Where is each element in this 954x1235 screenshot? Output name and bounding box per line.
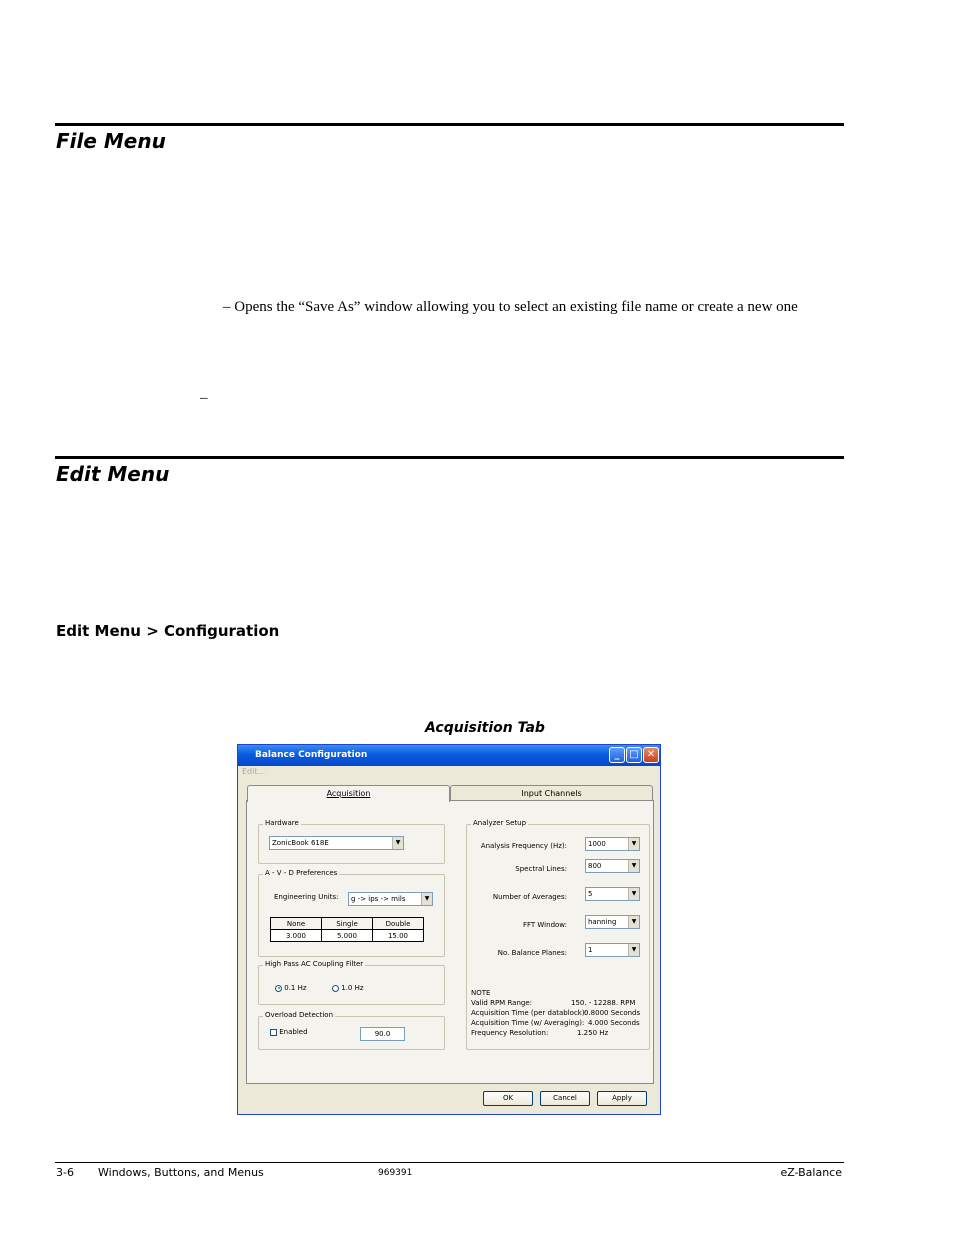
dialog-title: Balance Configuration xyxy=(255,750,368,760)
high-pass-filter-group xyxy=(258,960,445,1005)
hardware-select-value: ZonicBook 618E xyxy=(272,839,329,847)
analysis-frequency-label: Analysis Frequency (Hz): xyxy=(480,842,567,850)
spectral-lines-label: Spectral Lines: xyxy=(515,865,567,873)
hardware-group xyxy=(258,819,445,864)
balance-planes-label: No. Balance Planes: xyxy=(497,949,567,957)
ok-button[interactable]: OK xyxy=(483,1091,533,1106)
footer-doc-number: 969391 xyxy=(378,1168,413,1178)
note-acq-avg-value: 4.000 Seconds xyxy=(588,1019,640,1027)
section-rule-file xyxy=(55,123,844,126)
radio-1-0hz-label: 1.0 Hz xyxy=(341,984,364,992)
fft-window-select[interactable] xyxy=(585,915,640,929)
tab-input-channels-label: Input Channels xyxy=(521,789,582,798)
dash-text: – xyxy=(200,390,208,406)
balance-planes-value: 1 xyxy=(588,946,593,954)
close-button[interactable]: ✕ xyxy=(643,747,659,763)
figure-caption: Acquisition Tab xyxy=(425,720,545,736)
footer-rule xyxy=(55,1162,844,1163)
avd-value-single[interactable]: 5.000 xyxy=(322,930,373,942)
radio-unselected-icon xyxy=(332,985,339,992)
acquisition-panel xyxy=(246,800,654,1084)
avd-header-none: None xyxy=(271,918,322,930)
chevron-down-icon: ▼ xyxy=(628,838,639,850)
analysis-frequency-value: 1000 xyxy=(588,840,606,848)
save-as-description: – Opens the “Save As” window allowing you to select an existing file name or create a new one xyxy=(223,299,798,315)
note-acq-time-value: 0.8000 Seconds xyxy=(584,1009,641,1017)
number-of-averages-label: Number of Averages: xyxy=(492,893,567,901)
fft-window-label: FFT Window: xyxy=(522,921,567,929)
note-rpm-label: Valid RPM Range: xyxy=(471,999,532,1007)
number-of-averages-select[interactable] xyxy=(585,887,640,901)
configuration-subheading: Edit Menu > Configuration xyxy=(56,622,280,640)
chevron-down-icon: ▼ xyxy=(421,893,432,905)
engineering-units-value: g -> ips -> mils xyxy=(351,895,406,903)
tab-acquisition-label: Acquisition xyxy=(326,789,371,798)
chevron-down-icon: ▼ xyxy=(628,944,639,956)
engineering-units-select[interactable] xyxy=(348,892,433,906)
avd-header-single: Single xyxy=(322,918,373,930)
note-freq-res-label: Frequency Resolution: xyxy=(471,1029,549,1037)
checkbox-icon xyxy=(270,1029,277,1036)
radio-selected-icon xyxy=(275,985,282,992)
spectral-lines-select[interactable] xyxy=(585,859,640,873)
analyzer-setup-group xyxy=(466,819,650,1050)
note-freq-res-value: 1.250 Hz xyxy=(577,1029,609,1037)
dialog-titlebar[interactable] xyxy=(238,745,660,766)
hardware-group-title: Hardware xyxy=(265,819,299,827)
avd-value-none[interactable]: 3.000 xyxy=(271,930,322,942)
minimize-button[interactable]: _ xyxy=(609,747,625,763)
overload-threshold-input[interactable]: 90.0 xyxy=(360,1027,405,1041)
fft-window-value: hanning xyxy=(588,918,617,926)
file-menu-heading: File Menu xyxy=(56,129,166,153)
section-rule-edit xyxy=(55,456,844,459)
footer-chapter: Windows, Buttons, and Menus xyxy=(98,1166,264,1179)
note-rpm-value: 150. - 12288. RPM xyxy=(571,999,636,1007)
hardware-select[interactable] xyxy=(269,836,404,850)
analysis-frequency-select[interactable] xyxy=(585,837,640,851)
overload-enabled-label: Enabled xyxy=(279,1028,308,1036)
overload-detection-title: Overload Detection xyxy=(265,1011,334,1019)
chevron-down-icon: ▼ xyxy=(628,860,639,872)
footer-product: eZ-Balance xyxy=(780,1166,842,1179)
cancel-button[interactable]: Cancel xyxy=(540,1091,590,1106)
spectral-lines-value: 800 xyxy=(588,862,602,870)
footer-page-number: 3-6 xyxy=(56,1166,74,1179)
high-pass-filter-title: High Pass AC Coupling Filter xyxy=(265,960,364,968)
note-acq-avg-label: Acquisition Time (w/ Averaging): xyxy=(471,1019,585,1027)
radio-0-1hz[interactable] xyxy=(275,984,307,992)
overload-detection-group xyxy=(258,1011,445,1050)
menu-edit[interactable]: Edit... xyxy=(242,767,266,776)
number-of-averages-value: 5 xyxy=(588,890,593,898)
balance-configuration-dialog xyxy=(237,744,661,1115)
chevron-down-icon: ▼ xyxy=(628,916,639,928)
avd-group-title: A - V - D Preferences xyxy=(265,869,338,877)
note-title: NOTE xyxy=(471,989,491,997)
tab-acquisition[interactable] xyxy=(247,785,450,802)
radio-0-1hz-label: 0.1 Hz xyxy=(284,984,307,992)
radio-1-0hz[interactable] xyxy=(332,984,364,992)
avd-preferences-group xyxy=(258,869,445,957)
edit-menu-heading: Edit Menu xyxy=(56,462,170,486)
tab-input-channels[interactable] xyxy=(450,785,653,801)
avd-grid xyxy=(270,917,424,942)
balance-planes-select[interactable] xyxy=(585,943,640,957)
avd-header-double: Double xyxy=(373,918,424,930)
chevron-down-icon: ▼ xyxy=(628,888,639,900)
chevron-down-icon: ▼ xyxy=(392,837,403,849)
analyzer-setup-title: Analyzer Setup xyxy=(473,819,527,827)
avd-value-double[interactable]: 15.00 xyxy=(373,930,424,942)
overload-enabled-checkbox[interactable] xyxy=(270,1028,308,1036)
apply-button[interactable]: Apply xyxy=(597,1091,647,1106)
maximize-button[interactable]: □ xyxy=(626,747,642,763)
engineering-units-label: Engineering Units: xyxy=(274,893,339,901)
note-acq-time-label: Acquisition Time (per datablock): xyxy=(471,1009,587,1017)
